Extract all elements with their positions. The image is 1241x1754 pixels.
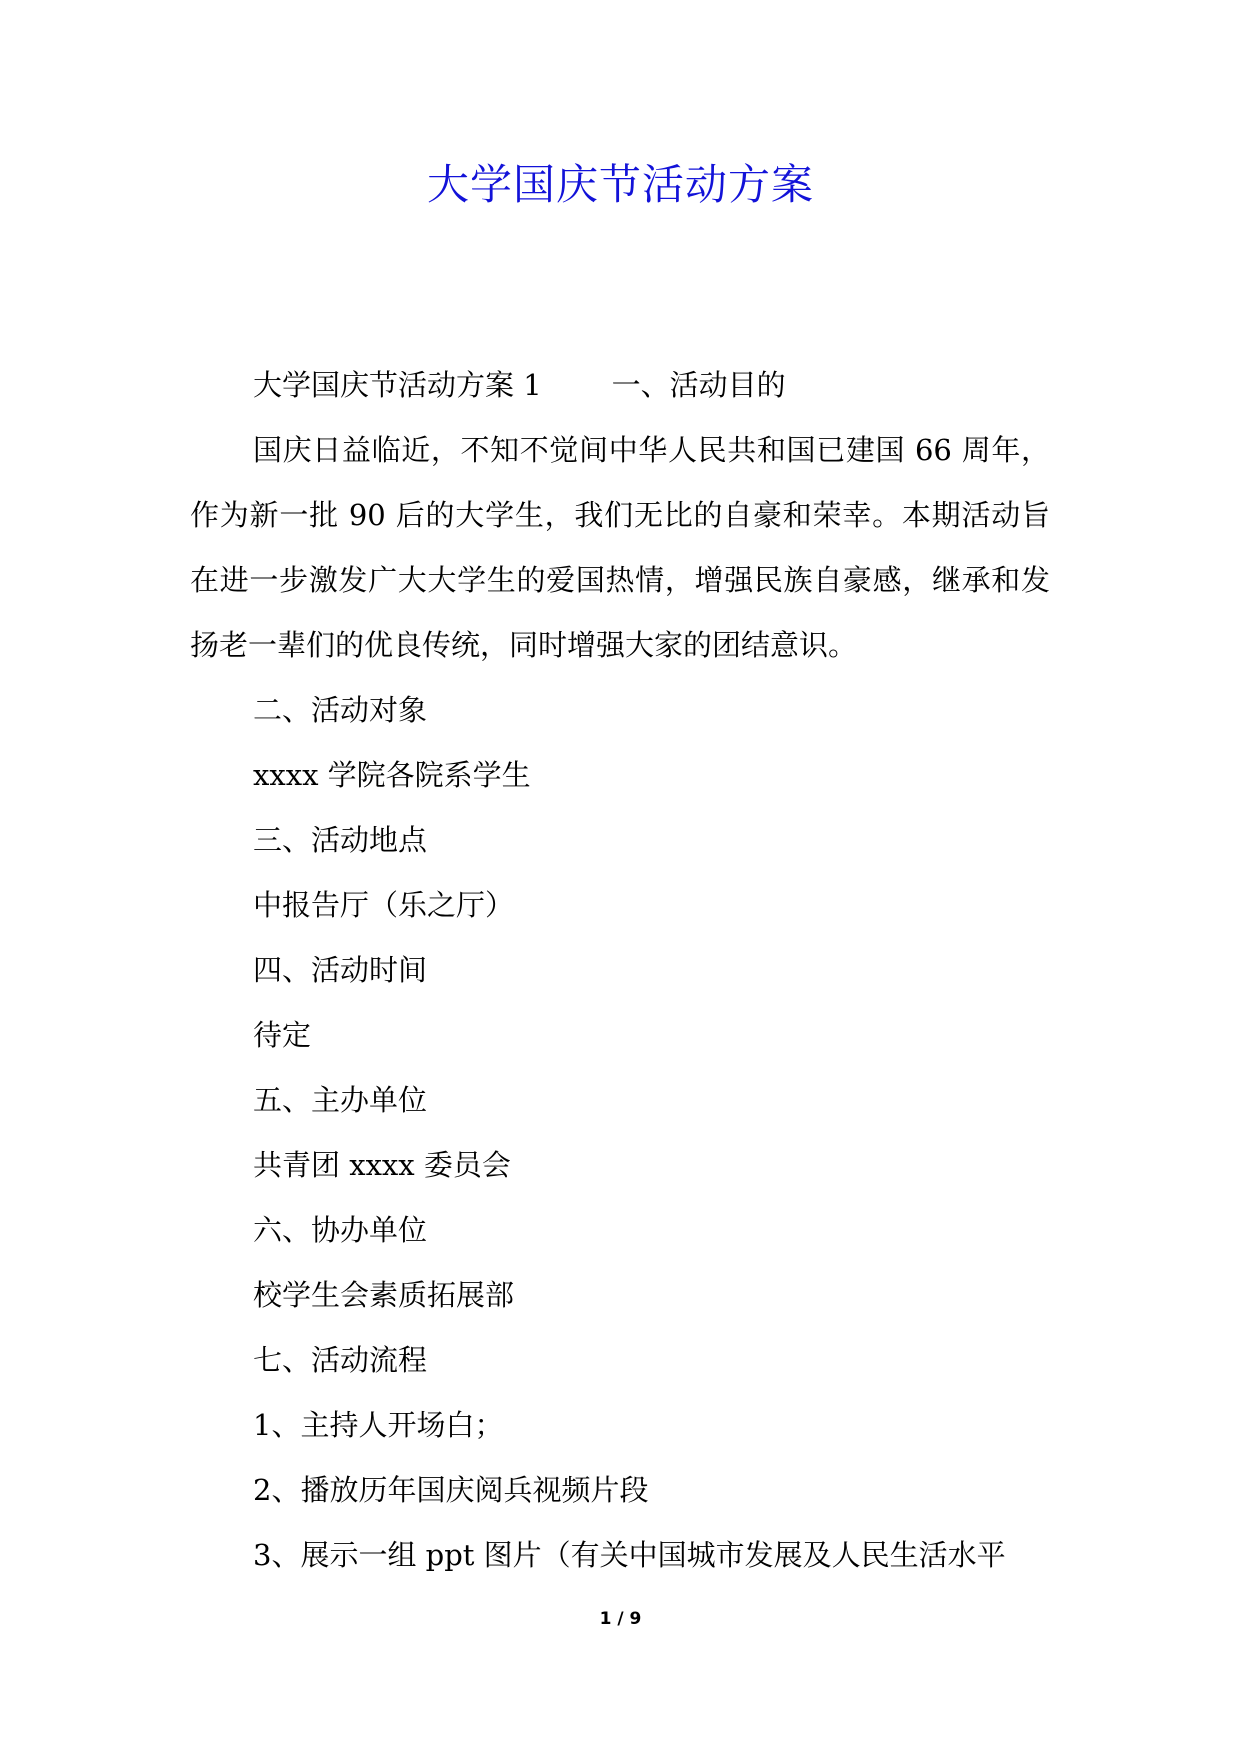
first-line	[190, 353, 1050, 418]
document-body	[190, 353, 1050, 1588]
section-heading-7: 七、活动流程	[253, 1343, 428, 1377]
section-heading-4: 四、活动时间	[253, 953, 428, 987]
list-item: 1、主持人开场白；	[253, 1408, 504, 1442]
section-heading-2: 二、活动对象	[253, 693, 428, 727]
paragraph-location: 中报告厅（乐之厅）	[253, 888, 515, 922]
section-heading-5: 五、主办单位	[253, 1083, 428, 1117]
list-item: 2、播放历年国庆阅兵视频片段	[253, 1473, 649, 1507]
section-heading-1: 一、活动目的	[611, 368, 786, 402]
paragraph-co-organizer: 校学生会素质拓展部	[253, 1278, 515, 1312]
section-heading-3: 三、活动地点	[253, 823, 428, 857]
plan-heading: 大学国庆节活动方案 1	[253, 368, 542, 402]
paragraph-purpose: 国庆日益临近，不知不觉间中华人民共和国已建国 66 周年，作为新一批 90 后的大学生，我们无比的自豪和荣幸。本期活动旨在进一步激发广大大学生的爱国热情，增强民族自豪感，继承和发扬老一辈们的优良传统，同时增强大家的团结意识。	[190, 433, 1050, 662]
paragraph-audience: xxxx 学院各院系学生	[253, 758, 531, 792]
paragraph-organizer: 共青团 xxxx 委员会	[253, 1148, 511, 1182]
list-item: 3、展示一组 ppt 图片（有关中国城市发展及人民生活水平	[253, 1538, 1006, 1572]
document-title: 大学国庆节活动方案	[426, 160, 814, 209]
page-number: 1 / 9	[599, 1609, 642, 1629]
section-heading-6: 六、协办单位	[253, 1213, 428, 1247]
paragraph-time: 待定	[253, 1018, 312, 1052]
